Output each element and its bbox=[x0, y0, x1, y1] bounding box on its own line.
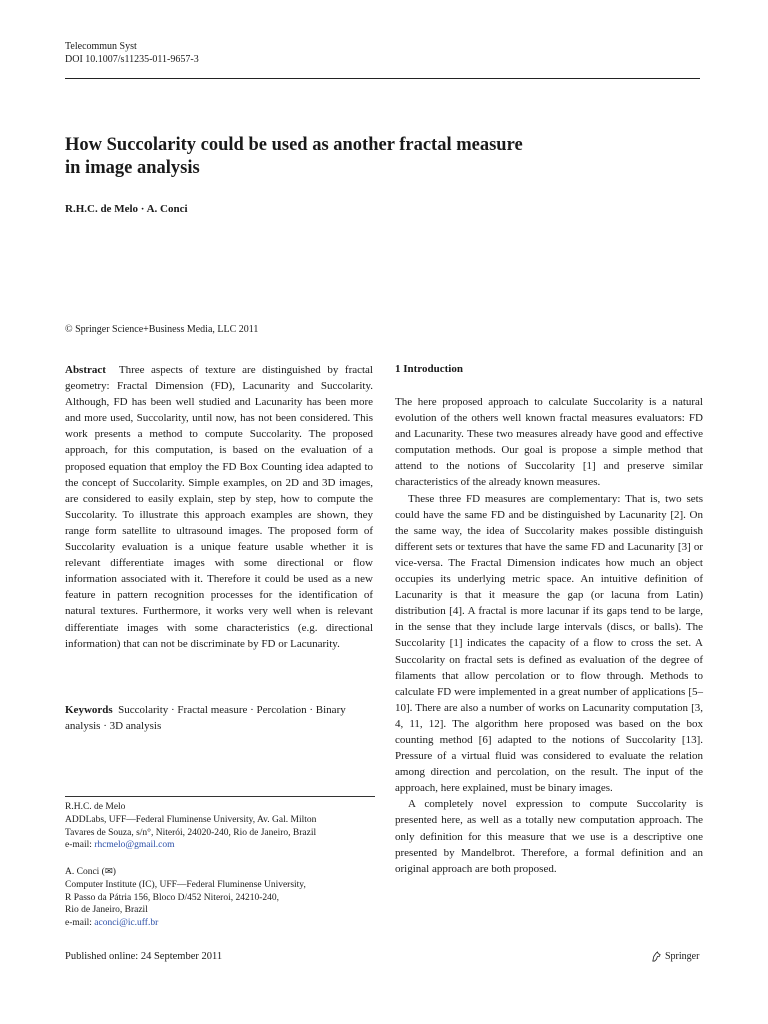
affiliation-2-line: R Passo da Pátria 156, Bloco D/452 Niteroi, 24210-240, bbox=[65, 892, 279, 903]
affiliation-2-line: Rio de Janeiro, Brazil bbox=[65, 905, 148, 916]
email-label: e-mail: bbox=[65, 840, 92, 851]
affiliation-1 bbox=[65, 801, 375, 852]
affiliation-1-name: R.H.C. de Melo bbox=[65, 802, 126, 812]
abstract-label: Abstract bbox=[65, 364, 106, 376]
intro-paragraph-2: These three FD measures are complementary: That is, two sets could have the same FD and be distinguished by Lacunarity [2]. On the same way, the idea of Succolarity makes possible distinguish different sets or textures that have the same FD and Lacunarity [3] or vice-versa. The Fractal Dimension indicates how much an object occupies its underlying metric space. An intuitive definition of Lacunarity is that it measure the gap (or lacuna from Latin) distribution [4]. A fractal is more lacunar if its gaps tend to be large, in the sense that they include large intervals (discs, or balls). The Succolarity [1] indicates the capacity of a flow to cross the set. A Succolarity on fractal sets is defined as evaluation of the degree of filaments that allow percolation or to flow through. Methods to calculate FD were implemented in a great number of applications [5–10]. There are also a number of works on Lacunarity computation [3, 4, 11, 12]. The algorithm here proposed was based on the box counting method [6] adapted to the notions of Succolarity [13]. Pressure of a virtual fluid was considered to evaluate the relation among direction and percolation, on the result. The input of the approach, here explained, must be binary images. bbox=[395, 492, 703, 795]
paper-title bbox=[65, 134, 665, 180]
publisher-logo bbox=[651, 951, 699, 962]
affiliation-1-line: Tavares de Souza, s/n°, Niterói, 24020-240, Rio de Janeiro, Brazil bbox=[65, 827, 317, 838]
affiliation-1-line: ADDLabs, UFF—Federal Fluminense University, Av. Gal. Milton bbox=[65, 814, 317, 825]
springer-horse-icon bbox=[651, 951, 662, 962]
title-line-2: in image analysis bbox=[65, 158, 200, 178]
journal-name: Telecommun Syst bbox=[65, 41, 137, 52]
email-link-conci[interactable]: aconci@ic.uff.br bbox=[94, 918, 159, 929]
publisher-name: Springer bbox=[665, 951, 700, 962]
intro-paragraph-3: A completely novel expression to compute Succolarity is presented here, as well as a totally new computation approach. The only definition for this measure that we use is a descriptive one presented by Mandelbrot. Therefore, a formal definition and an original approach are both proposed. bbox=[395, 798, 703, 875]
affiliation-2-line: Computer Institute (IC), UFF—Federal Fluminense University, bbox=[65, 879, 306, 890]
doi: DOI 10.1007/s11235-011-9657-3 bbox=[65, 54, 199, 65]
keywords-label: Keywords bbox=[65, 704, 113, 716]
footnote-rule bbox=[65, 796, 375, 797]
header-rule bbox=[65, 78, 700, 79]
publication-date: Published online: 24 September 2011 bbox=[65, 951, 223, 962]
keywords bbox=[65, 702, 373, 734]
title-line-1: How Succolarity could be used as another fractal measure bbox=[65, 135, 523, 155]
copyright-notice: © Springer Science+Business Media, LLC 2011 bbox=[65, 324, 259, 335]
email-link-demelo[interactable]: rhcmelo@gmail.com bbox=[94, 840, 175, 851]
introduction-body bbox=[395, 394, 703, 877]
author-list: R.H.C. de Melo · A. Conci bbox=[65, 203, 188, 215]
keywords-text: Succolarity · Fractal measure · Percolation · Binary analysis · 3D analysis bbox=[65, 704, 346, 733]
section-heading-introduction: 1 Introduction bbox=[395, 363, 463, 375]
running-header bbox=[65, 40, 199, 66]
affiliation-2 bbox=[65, 866, 375, 930]
intro-paragraph-1: The here proposed approach to calculate Succolarity is a natural evolution of the others well known fractal measures evaluators: FD and Lacunarity. These two measures already have good and effective computation methods. Our goal is propose a simple method that attend to the notions of Succolarity [1] and preserve similar characteristics of the already known measures. bbox=[395, 396, 703, 489]
affiliation-2-name: A. Conci (✉) bbox=[65, 867, 116, 877]
email-label: e-mail: bbox=[65, 918, 92, 929]
abstract bbox=[65, 362, 373, 652]
abstract-text: Three aspects of texture are distinguished by fractal geometry: Fractal Dimension (FD), Lacunarity and Succolarity. Although, FD has been well studied and Lacunarity has been more and more used, Succolarity, until now, has not been considered. This work presents a method to compute Succolarity. The proposed approach, for this computation, is based on the evaluation of a proposed equation that employ the FD Box Counting idea adapted to the concept of Succolarity. Simple examples, on 2D and 3D images, are considered to easily explain, step by step, how to compute the Succolarity. To illustrate this approach examples are shown, they range form satellite to ultrasound images. The proposed form of Succolarity evaluation is a unique feature usable whether it is relevant differentiate images with some directional or flow information associated with it. Therefore it could be used as a new feature in pattern recognition processes for the identification of natural textures. Furthermore, it works very well when is relevant differentiate images with some characteristics (e.g. directional information) that can not be discriminate by FD or Lacunarity. bbox=[65, 364, 373, 650]
